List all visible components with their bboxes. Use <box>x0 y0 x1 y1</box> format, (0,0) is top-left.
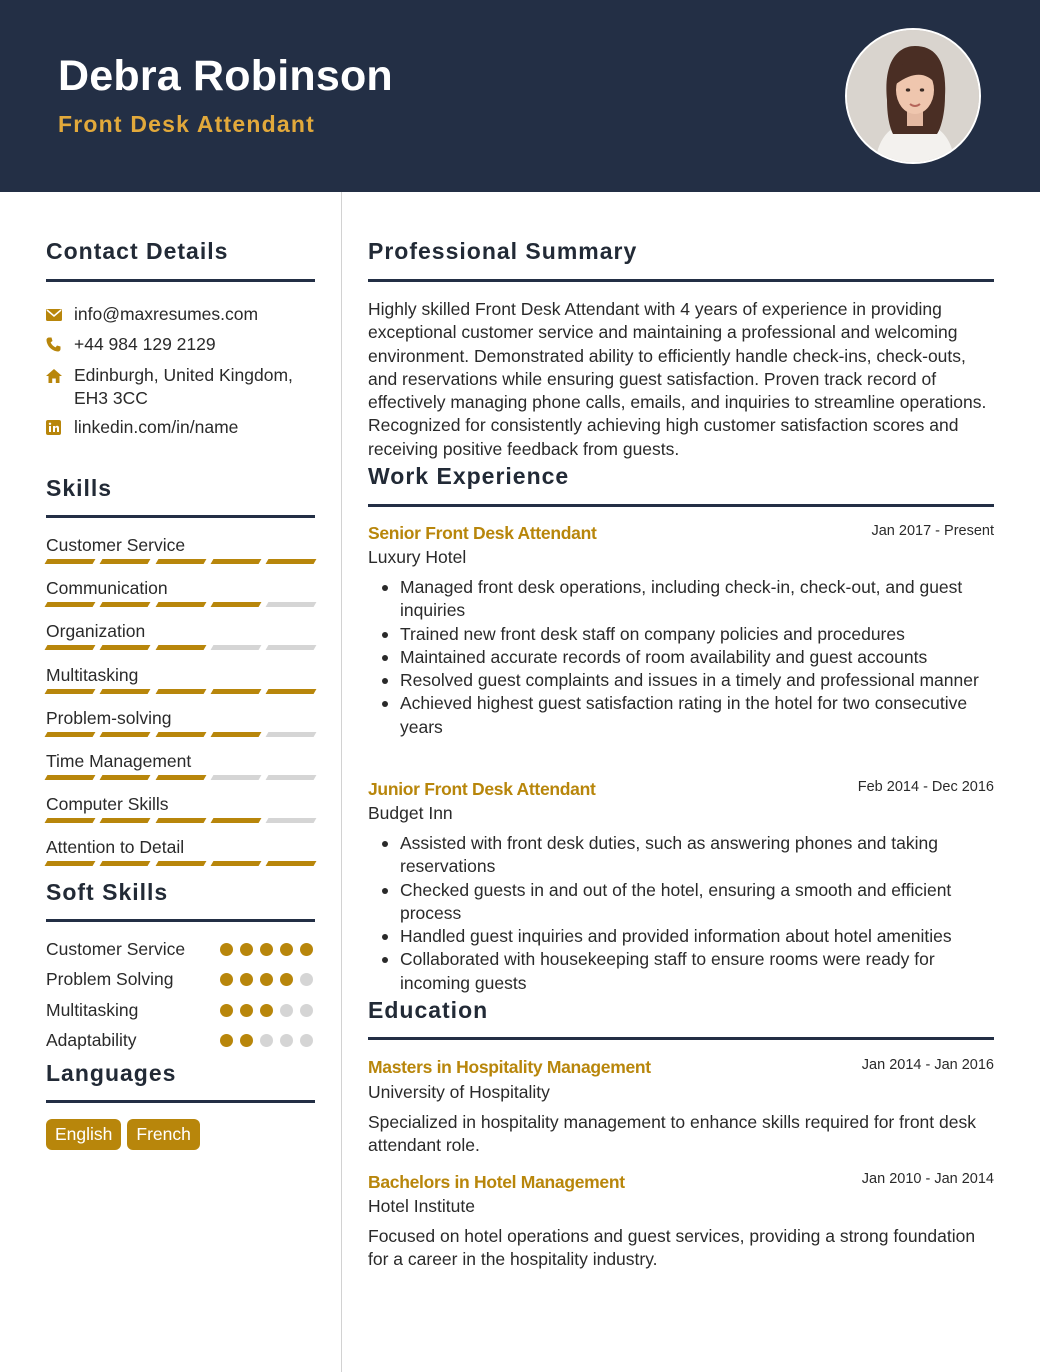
skill-level-bar <box>46 602 315 607</box>
job-bullet: Checked guests in and out of the hotel, ensuring a smooth and efficient process <box>368 879 994 926</box>
job-bullet: Achieved highest guest satisfaction rating in the hotel for two consecutive years <box>368 692 994 739</box>
skill-level-segment <box>266 775 317 780</box>
soft-skill-name: Multitasking <box>46 999 139 1020</box>
skill-level-segment <box>45 732 96 737</box>
job-bullet: Assisted with front desk duties, such as answering phones and taking reservations <box>368 832 994 879</box>
languages-section-title: Languages <box>46 1060 177 1086</box>
skill-row <box>46 793 315 815</box>
job-dates: Jan 2017 - Present <box>871 523 994 539</box>
skill-level-bar <box>46 775 315 780</box>
summary-text: Highly skilled Front Desk Attendant with 4 years of experience in providing exceptional customer service and maintaining a professional and welcoming environment. Demonstrated ability to efficiently handle check-ins, check-outs, and reservations while ensuring guest satisfaction. Proven track record of effectively managing phone calls, emails, and inquiries to streamline operations. Recognized for consistently achieving high customer satisfaction scores and receiving positive feedback from guests. <box>368 299 987 459</box>
skill-name: Communication <box>46 578 168 599</box>
job-bullet: Handled guest inquiries and provided information about hotel amenities <box>368 925 994 948</box>
skill-row <box>46 664 315 686</box>
degree-dates: Jan 2014 - Jan 2016 <box>861 1057 994 1073</box>
language-badge: English <box>46 1119 121 1150</box>
skill-level-bar <box>46 559 315 564</box>
job-bullet: Maintained accurate records of room availability and guest accounts <box>368 646 994 669</box>
phone-icon <box>46 333 74 356</box>
skill-level-bar <box>46 818 315 823</box>
skill-level-segment <box>155 602 206 607</box>
education-section-title: Education <box>368 997 489 1023</box>
rating-dot <box>260 973 273 986</box>
rating-dot <box>260 1034 273 1047</box>
rating-dot <box>260 943 273 956</box>
contact-address <box>46 364 293 410</box>
phone-text: +44 984 129 2129 <box>74 334 216 354</box>
skill-level-segment <box>155 818 206 823</box>
soft-skill-rating <box>213 1034 313 1047</box>
skill-level-segment <box>155 775 206 780</box>
school-name: University of Hospitality <box>368 1082 550 1102</box>
skill-level-segment <box>210 775 261 780</box>
skill-level-segment <box>266 602 317 607</box>
resume-header <box>0 0 1040 192</box>
soft-skill-row <box>46 999 315 1021</box>
job-title: Senior Front Desk Attendant <box>368 523 597 543</box>
contact-phone[interactable] <box>46 333 216 356</box>
skill-level-segment <box>210 602 261 607</box>
skill-row <box>46 836 315 858</box>
profile-photo <box>845 28 981 164</box>
skill-level-segment <box>210 732 261 737</box>
skill-level-segment <box>155 559 206 564</box>
job-bullets <box>368 576 994 739</box>
skill-level-segment <box>155 689 206 694</box>
skill-level-segment <box>210 559 261 564</box>
skill-level-segment <box>100 732 151 737</box>
job-bullet: Trained new front desk staff on company policies and procedures <box>368 623 994 646</box>
skill-level-segment <box>155 861 206 866</box>
rating-dot <box>220 973 233 986</box>
job-title: Junior Front Desk Attendant <box>368 779 596 799</box>
skill-level-segment <box>100 645 151 650</box>
linkedin-icon <box>46 416 74 439</box>
rating-dot <box>220 1034 233 1047</box>
rating-dot <box>260 1004 273 1017</box>
skill-row <box>46 750 315 772</box>
rating-dot <box>300 1004 313 1017</box>
skill-level-segment <box>210 818 261 823</box>
skill-level-segment <box>100 818 151 823</box>
summary-rule <box>368 279 994 282</box>
soft-skill-rating <box>213 973 313 986</box>
skill-level-segment <box>45 559 96 564</box>
soft-skill-rating <box>213 943 313 956</box>
degree-title: Bachelors in Hotel Management <box>368 1172 625 1192</box>
job-bullet: Managed front desk operations, including check-in, check-out, and guest inquiries <box>368 576 994 623</box>
soft-skill-row <box>46 968 315 990</box>
skills-rule <box>46 515 315 518</box>
candidate-job-title: Front Desk Attendant <box>58 111 315 137</box>
soft-skill-row <box>46 938 315 960</box>
skill-level-segment <box>45 602 96 607</box>
skill-level-segment <box>100 559 151 564</box>
column-divider <box>341 192 342 1372</box>
job-bullets <box>368 832 994 995</box>
skill-name: Attention to Detail <box>46 837 185 858</box>
rating-dot <box>220 1004 233 1017</box>
soft-skill-name: Customer Service <box>46 939 186 959</box>
job-employer: Budget Inn <box>368 803 453 823</box>
envelope-icon <box>46 303 74 326</box>
summary-section-title: Professional Summary <box>368 238 638 264</box>
skills-section-title: Skills <box>46 475 113 501</box>
linkedin-text: linkedin.com/in/name <box>74 417 239 437</box>
skill-level-segment <box>100 602 151 607</box>
skill-level-segment <box>266 732 317 737</box>
skill-level-bar <box>46 861 315 866</box>
rating-dot <box>240 973 253 986</box>
rating-dot <box>280 1004 293 1017</box>
skill-level-segment <box>210 689 261 694</box>
degree-title: Masters in Hospitality Management <box>368 1057 651 1077</box>
soft-skill-name: Adaptability <box>46 1029 137 1050</box>
degree-dates: Jan 2010 - Jan 2014 <box>861 1171 994 1187</box>
email-text: info@maxresumes.com <box>74 304 259 324</box>
language-badge: French <box>127 1119 199 1150</box>
languages-list <box>46 1119 206 1150</box>
job-employer: Luxury Hotel <box>368 547 467 567</box>
skill-level-segment <box>100 689 151 694</box>
skill-level-segment <box>210 645 261 650</box>
soft-skill-row <box>46 1029 315 1051</box>
skill-name: Multitasking <box>46 664 139 685</box>
skill-level-segment <box>45 861 96 866</box>
soft-skills-rule <box>46 919 315 922</box>
home-icon <box>46 364 74 387</box>
rating-dot <box>220 943 233 956</box>
skill-level-segment <box>266 689 317 694</box>
soft-skills-section-title: Soft Skills <box>46 879 169 905</box>
rating-dot <box>240 943 253 956</box>
skill-name: Organization <box>46 621 146 642</box>
rating-dot <box>300 973 313 986</box>
address-line-2: EH3 3CC <box>74 388 148 408</box>
address-line-1: Edinburgh, United Kingdom, <box>74 365 293 385</box>
candidate-name: Debra Robinson <box>58 52 393 100</box>
skill-row <box>46 620 315 642</box>
school-name: Hotel Institute <box>368 1196 475 1216</box>
skill-level-segment <box>155 732 206 737</box>
skill-level-segment <box>155 645 206 650</box>
skill-level-segment <box>45 689 96 694</box>
skill-level-segment <box>266 818 317 823</box>
address-text <box>74 364 293 410</box>
experience-section-title: Work Experience <box>368 463 570 489</box>
rating-dot <box>240 1034 253 1047</box>
skill-level-segment <box>266 645 317 650</box>
degree-description: Focused on hotel operations and guest services, providing a strong foundation for a career in the hospitality industry. <box>368 1226 976 1270</box>
rating-dot <box>300 1034 313 1047</box>
portrait-image <box>847 30 981 164</box>
skill-row <box>46 534 315 556</box>
education-rule <box>368 1037 994 1040</box>
rating-dot <box>280 1034 293 1047</box>
contact-linkedin[interactable] <box>46 416 238 439</box>
skill-level-segment <box>266 861 317 866</box>
skill-level-segment <box>45 818 96 823</box>
soft-skill-rating <box>213 1004 313 1017</box>
skill-level-segment <box>45 775 96 780</box>
rating-dot <box>280 973 293 986</box>
skill-name: Customer Service <box>46 535 186 555</box>
contact-section-title: Contact Details <box>46 238 229 264</box>
skill-level-segment <box>100 861 151 866</box>
skill-level-segment <box>100 775 151 780</box>
skill-level-segment <box>210 861 261 866</box>
skill-name: Time Management <box>46 751 192 771</box>
skill-level-bar <box>46 689 315 694</box>
skill-level-segment <box>266 559 317 564</box>
rating-dot <box>240 1004 253 1017</box>
skill-name: Computer Skills <box>46 794 169 815</box>
skill-row <box>46 577 315 599</box>
experience-rule <box>368 504 994 507</box>
job-bullet: Collaborated with housekeeping staff to ensure rooms were ready for incoming guests <box>368 948 994 995</box>
job-dates: Feb 2014 - Dec 2016 <box>857 779 994 795</box>
degree-description: Specialized in hospitality management to enhance skills required for front desk attendant role. <box>368 1112 976 1156</box>
rating-dot <box>280 943 293 956</box>
contact-email[interactable] <box>46 303 258 326</box>
skill-name: Problem-solving <box>46 707 172 728</box>
skill-row <box>46 707 315 729</box>
skill-level-segment <box>45 645 96 650</box>
skill-level-bar <box>46 732 315 737</box>
skill-level-bar <box>46 645 315 650</box>
contact-rule <box>46 279 315 282</box>
languages-rule <box>46 1100 315 1103</box>
rating-dot <box>300 943 313 956</box>
job-bullet: Resolved guest complaints and issues in a timely and professional manner <box>368 669 994 692</box>
soft-skill-name: Problem Solving <box>46 969 174 990</box>
